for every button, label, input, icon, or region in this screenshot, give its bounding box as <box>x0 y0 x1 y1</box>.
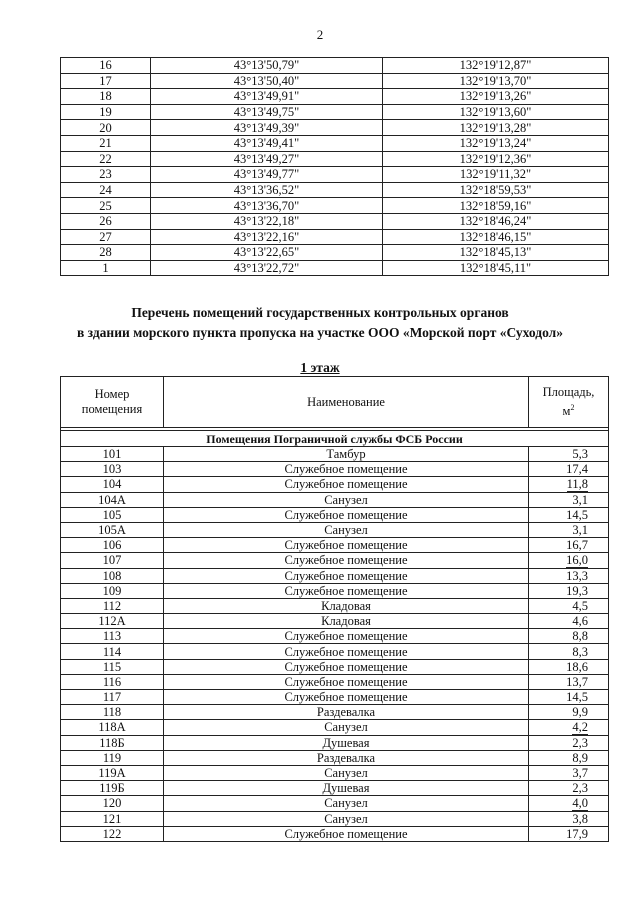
room-area-cell <box>529 522 609 537</box>
room-number-cell: 101 <box>61 447 164 462</box>
room-area-cell <box>529 553 609 568</box>
latitude-cell: 43°13'36,52" <box>151 182 383 198</box>
room-area-value: 3,7 <box>572 766 588 781</box>
rooms-table-header <box>61 377 609 428</box>
room-area-cell <box>529 765 609 780</box>
coordinate-row <box>61 58 609 74</box>
column-header-area-sup: 2 <box>570 402 575 412</box>
latitude-cell: 43°13'22,65" <box>151 245 383 261</box>
room-area-cell <box>529 583 609 598</box>
room-area-cell <box>529 690 609 705</box>
list-heading-line1: Перечень помещений государственных контрольных органов <box>131 305 509 320</box>
room-name-cell: Душевая <box>164 735 529 750</box>
room-row <box>61 614 609 629</box>
room-number-cell: 119А <box>61 765 164 780</box>
latitude-cell: 43°13'22,16" <box>151 229 383 245</box>
room-name-cell: Служебное помещение <box>164 568 529 583</box>
room-area-value: 4,0 <box>572 796 588 811</box>
room-name-cell: Служебное помещение <box>164 644 529 659</box>
rooms-table-body <box>61 428 609 842</box>
room-row <box>61 568 609 583</box>
room-area-cell <box>529 735 609 750</box>
room-number-cell: 113 <box>61 629 164 644</box>
room-area-cell <box>529 507 609 522</box>
section-title: Помещения Пограничной службы ФСБ России <box>61 431 609 447</box>
list-heading-line2: в здании морского пункта пропуска на участке ООО «Морской порт «Суходол» <box>76 325 563 340</box>
room-name-cell: Санузел <box>164 811 529 826</box>
room-number-cell: 104А <box>61 492 164 507</box>
room-area-cell <box>529 811 609 826</box>
coordinate-row <box>61 260 609 276</box>
room-number-cell: 118Б <box>61 735 164 750</box>
coordinates-table-body <box>61 58 609 276</box>
column-header-number <box>61 377 164 428</box>
room-area-value: 18,6 <box>566 659 588 674</box>
room-area-cell <box>529 705 609 720</box>
room-number-cell: 115 <box>61 659 164 674</box>
room-number-cell: 103 <box>61 462 164 477</box>
column-header-number-line2: помещения <box>81 402 143 416</box>
room-row <box>61 781 609 796</box>
room-area-cell <box>529 568 609 583</box>
room-area-value: 9,9 <box>572 705 588 720</box>
room-name-cell: Служебное помещение <box>164 674 529 689</box>
room-name-cell: Кладовая <box>164 598 529 613</box>
room-area-cell <box>529 629 609 644</box>
room-row <box>61 644 609 659</box>
room-number-cell: 119 <box>61 750 164 765</box>
room-name-cell: Служебное помещение <box>164 659 529 674</box>
longitude-cell: 132°19'13,28" <box>383 120 609 136</box>
room-row <box>61 750 609 765</box>
latitude-cell: 43°13'49,41" <box>151 135 383 151</box>
room-name-cell: Служебное помещение <box>164 690 529 705</box>
room-area-cell <box>529 750 609 765</box>
room-name-cell: Кладовая <box>164 614 529 629</box>
coordinate-row <box>61 167 609 183</box>
coordinate-row <box>61 73 609 89</box>
room-row <box>61 598 609 613</box>
latitude-cell: 43°13'49,91" <box>151 89 383 105</box>
room-area-value: 8,9 <box>572 750 588 765</box>
coordinate-row <box>61 213 609 229</box>
latitude-cell: 43°13'50,40" <box>151 73 383 89</box>
room-number-cell: 120 <box>61 796 164 811</box>
room-area-value: 4,5 <box>572 598 588 613</box>
room-area-value: 11,8 <box>566 477 588 492</box>
longitude-cell: 132°18'45,13" <box>383 245 609 261</box>
section-row <box>61 431 609 447</box>
room-area-value: 14,5 <box>566 507 588 522</box>
room-row <box>61 447 609 462</box>
room-name-cell: Служебное помещение <box>164 538 529 553</box>
room-area-value: 13,3 <box>566 568 588 583</box>
point-number-cell: 16 <box>61 58 151 74</box>
latitude-cell: 43°13'49,77" <box>151 167 383 183</box>
room-row <box>61 659 609 674</box>
room-name-cell: Служебное помещение <box>164 826 529 841</box>
room-name-cell: Тамбур <box>164 447 529 462</box>
room-area-cell <box>529 447 609 462</box>
point-number-cell: 28 <box>61 245 151 261</box>
room-row <box>61 826 609 841</box>
coordinate-row <box>61 245 609 261</box>
room-row <box>61 765 609 780</box>
room-area-value: 8,8 <box>572 629 588 644</box>
room-area-value: 16,7 <box>566 538 588 553</box>
latitude-cell: 43°13'49,75" <box>151 104 383 120</box>
longitude-cell: 132°18'46,15" <box>383 229 609 245</box>
coordinate-row <box>61 151 609 167</box>
room-row <box>61 553 609 568</box>
latitude-cell: 43°13'22,18" <box>151 213 383 229</box>
longitude-cell: 132°18'59,53" <box>383 182 609 198</box>
point-number-cell: 27 <box>61 229 151 245</box>
longitude-cell: 132°19'13,70" <box>383 73 609 89</box>
room-row <box>61 507 609 522</box>
longitude-cell: 132°18'46,24" <box>383 213 609 229</box>
room-name-cell: Санузел <box>164 796 529 811</box>
point-number-cell: 23 <box>61 167 151 183</box>
coordinate-row <box>61 104 609 120</box>
room-row <box>61 735 609 750</box>
room-row <box>61 705 609 720</box>
column-header-area-unit: м <box>562 404 571 419</box>
room-area-cell <box>529 614 609 629</box>
room-row <box>61 462 609 477</box>
point-number-cell: 24 <box>61 182 151 198</box>
latitude-cell: 43°13'36,70" <box>151 198 383 214</box>
room-number-cell: 105А <box>61 522 164 537</box>
room-area-value: 16,0 <box>566 553 588 568</box>
room-number-cell: 112А <box>61 614 164 629</box>
room-row <box>61 583 609 598</box>
room-area-value: 4,6 <box>572 614 588 629</box>
room-area-cell <box>529 826 609 841</box>
room-number-cell: 117 <box>61 690 164 705</box>
room-name-cell: Служебное помещение <box>164 629 529 644</box>
room-area-cell <box>529 720 609 735</box>
room-number-cell: 107 <box>61 553 164 568</box>
room-name-cell: Служебное помещение <box>164 583 529 598</box>
room-area-value: 17,9 <box>566 826 588 841</box>
room-area-value: 3,1 <box>572 523 588 538</box>
latitude-cell: 43°13'49,27" <box>151 151 383 167</box>
room-row <box>61 674 609 689</box>
room-number-cell: 118А <box>61 720 164 735</box>
room-area-cell <box>529 492 609 507</box>
room-row <box>61 492 609 507</box>
column-header-number-line1: Номер <box>94 387 130 401</box>
floor-title: 1 этаж <box>300 360 340 375</box>
room-area-cell <box>529 598 609 613</box>
room-number-cell: 112 <box>61 598 164 613</box>
coordinates-table <box>60 57 609 276</box>
longitude-cell: 132°18'59,16" <box>383 198 609 214</box>
point-number-cell: 19 <box>61 104 151 120</box>
latitude-cell: 43°13'22,72" <box>151 260 383 276</box>
point-number-cell: 21 <box>61 135 151 151</box>
column-header-area <box>529 377 609 428</box>
room-area-cell <box>529 796 609 811</box>
room-row <box>61 720 609 735</box>
room-area-value: 2,3 <box>572 781 588 796</box>
longitude-cell: 132°19'12,36" <box>383 151 609 167</box>
point-number-cell: 25 <box>61 198 151 214</box>
room-area-cell <box>529 644 609 659</box>
room-number-cell: 108 <box>61 568 164 583</box>
room-row <box>61 796 609 811</box>
room-number-cell: 105 <box>61 507 164 522</box>
room-row <box>61 477 609 492</box>
room-number-cell: 104 <box>61 477 164 492</box>
point-number-cell: 1 <box>61 260 151 276</box>
room-area-value: 19,3 <box>566 583 588 598</box>
column-header-area-label: Площадь, <box>542 384 595 399</box>
room-number-cell: 118 <box>61 705 164 720</box>
longitude-cell: 132°19'13,24" <box>383 135 609 151</box>
room-name-cell: Санузел <box>164 522 529 537</box>
longitude-cell: 132°19'11,32" <box>383 167 609 183</box>
longitude-cell: 132°19'13,26" <box>383 89 609 105</box>
point-number-cell: 20 <box>61 120 151 136</box>
longitude-cell: 132°19'13,60" <box>383 104 609 120</box>
room-area-value: 17,4 <box>566 462 588 477</box>
page-number: 2 <box>316 27 324 42</box>
room-number-cell: 122 <box>61 826 164 841</box>
coordinate-row <box>61 120 609 136</box>
room-name-cell: Служебное помещение <box>164 507 529 522</box>
room-row <box>61 522 609 537</box>
coordinate-row <box>61 89 609 105</box>
point-number-cell: 26 <box>61 213 151 229</box>
room-area-value: 13,7 <box>566 674 588 689</box>
coordinate-row <box>61 229 609 245</box>
room-name-cell: Раздевалка <box>164 705 529 720</box>
room-number-cell: 121 <box>61 811 164 826</box>
room-name-cell: Раздевалка <box>164 750 529 765</box>
coordinate-row <box>61 198 609 214</box>
room-number-cell: 106 <box>61 538 164 553</box>
latitude-cell: 43°13'49,39" <box>151 120 383 136</box>
room-area-value: 2,3 <box>572 735 588 750</box>
room-area-cell <box>529 462 609 477</box>
room-number-cell: 119Б <box>61 781 164 796</box>
room-number-cell: 114 <box>61 644 164 659</box>
rooms-table <box>60 376 609 842</box>
longitude-cell: 132°18'45,11" <box>383 260 609 276</box>
room-area-cell <box>529 781 609 796</box>
room-area-cell <box>529 477 609 492</box>
room-area-cell <box>529 538 609 553</box>
room-row <box>61 811 609 826</box>
room-row <box>61 690 609 705</box>
room-number-cell: 116 <box>61 674 164 689</box>
longitude-cell: 132°19'12,87" <box>383 58 609 74</box>
room-number-cell: 109 <box>61 583 164 598</box>
room-area-value: 4,2 <box>572 720 588 735</box>
room-area-value: 3,1 <box>572 492 588 507</box>
room-name-cell: Санузел <box>164 720 529 735</box>
point-number-cell: 18 <box>61 89 151 105</box>
room-name-cell: Санузел <box>164 765 529 780</box>
room-name-cell: Санузел <box>164 492 529 507</box>
room-area-cell <box>529 674 609 689</box>
coordinate-row <box>61 135 609 151</box>
room-row <box>61 629 609 644</box>
room-name-cell: Служебное помещение <box>164 553 529 568</box>
point-number-cell: 17 <box>61 73 151 89</box>
room-area-value: 5,3 <box>572 447 588 462</box>
room-name-cell: Служебное помещение <box>164 462 529 477</box>
point-number-cell: 22 <box>61 151 151 167</box>
room-row <box>61 538 609 553</box>
room-area-value: 3,8 <box>572 811 588 826</box>
room-area-value: 8,3 <box>572 644 588 659</box>
room-name-cell: Служебное помещение <box>164 477 529 492</box>
column-header-name: Наименование <box>164 377 529 428</box>
room-name-cell: Душевая <box>164 781 529 796</box>
room-area-value: 14,5 <box>566 690 588 705</box>
latitude-cell: 43°13'50,79" <box>151 58 383 74</box>
room-area-cell <box>529 659 609 674</box>
coordinate-row <box>61 182 609 198</box>
